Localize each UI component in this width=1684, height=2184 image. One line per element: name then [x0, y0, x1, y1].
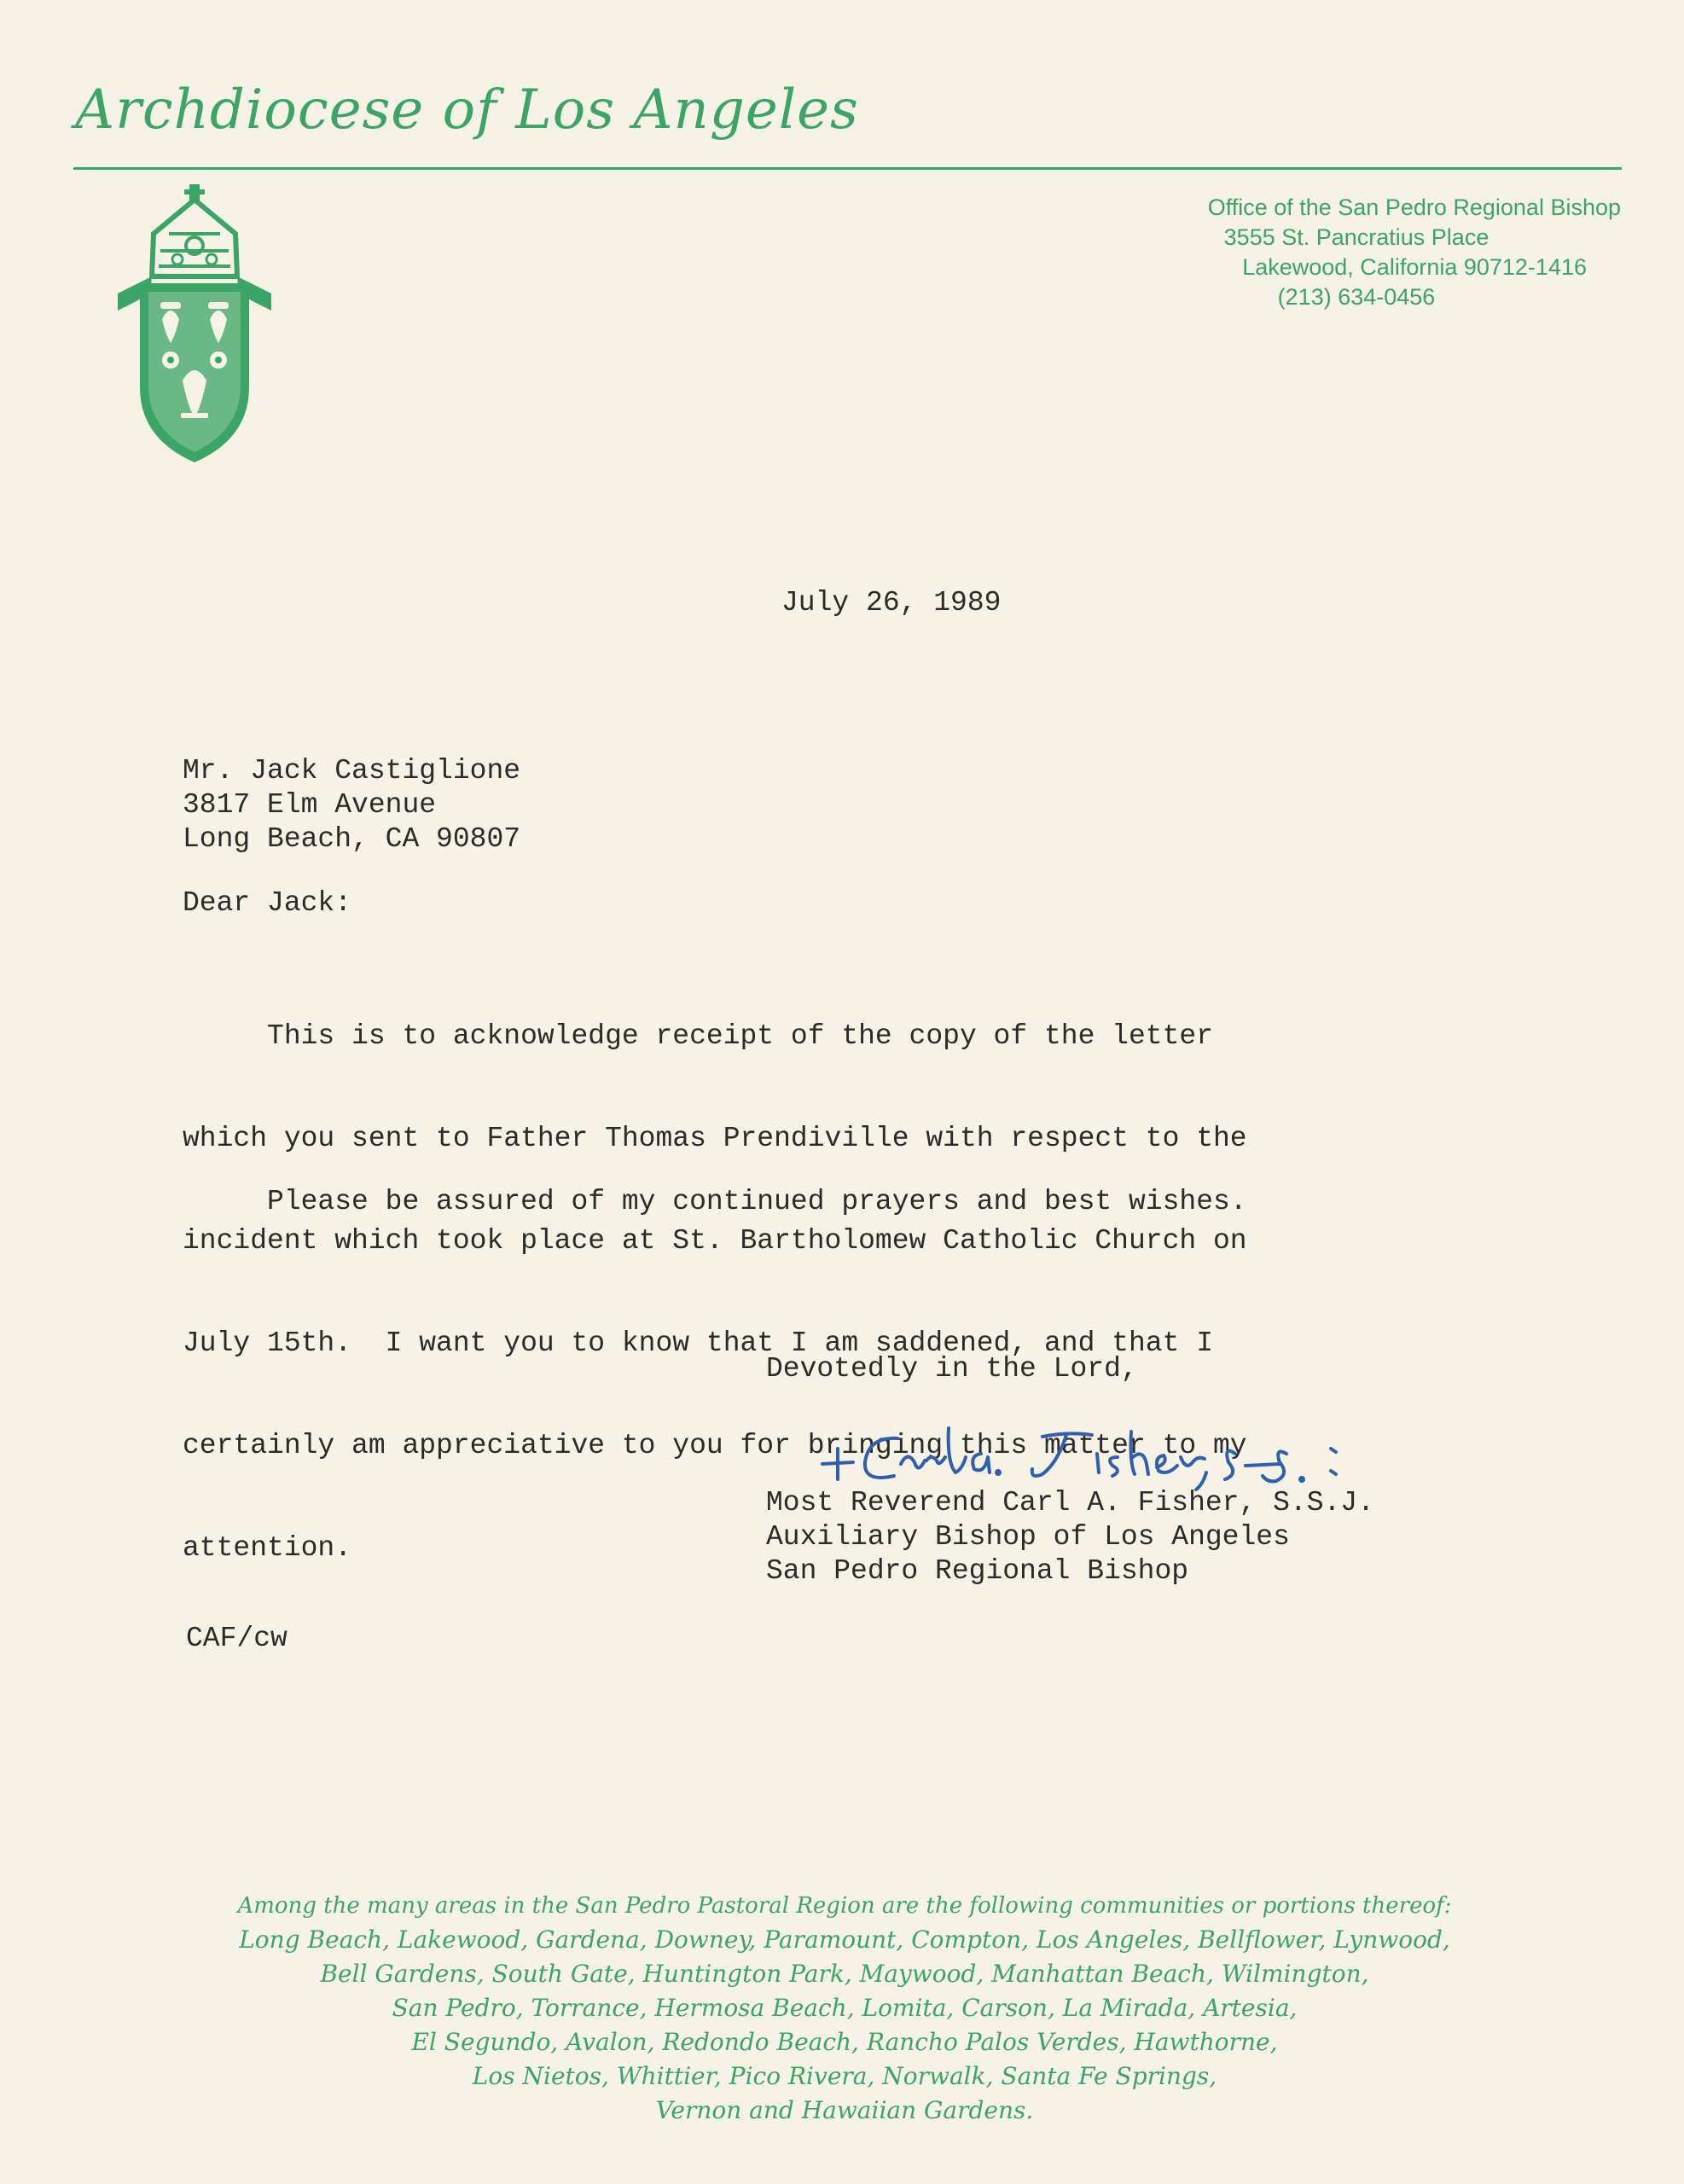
recipient-address [183, 754, 520, 857]
handwritten-signature [819, 1420, 1467, 1496]
signature-icon [819, 1420, 1467, 1496]
footer-line: El Segundo, Avalon, Redondo Beach, Rancho Palos Verdes, Hawthorne, [411, 2028, 1278, 2056]
recipient-city: Long Beach, CA 90807 [183, 823, 521, 855]
footer-line: Vernon and Hawaiian Gardens. [655, 2096, 1034, 2124]
letterhead-rule [73, 167, 1622, 170]
body-line: certainly am appreciative to you for bringing this matter to my [183, 1430, 1247, 1461]
body-paragraph-2: Please be assured of my continued prayers and best wishes. [183, 1186, 1247, 1217]
recipient-street: 3817 Elm Avenue [183, 789, 437, 821]
office-phone: (213) 634-0456 [1277, 284, 1436, 310]
signatory-title: Auxiliary Bishop of Los Angeles [766, 1521, 1290, 1553]
footer-line: San Pedro, Torrance, Hermosa Beach, Lomita, Carson, La Mirada, Artesia, [392, 1994, 1298, 2022]
signatory-name: Most Reverend Carl A. Fisher, S.S.J. [766, 1487, 1374, 1519]
letterhead-title: Archdiocese of Los Angeles [75, 78, 859, 142]
body-line: This is to acknowledge receipt of the copy of the letter [183, 1020, 1213, 1052]
office-city: Lakewood, California 90712-1416 [1242, 254, 1587, 280]
footer-lead: Among the many areas in the San Pedro Pastoral Region are the following communities or portions thereof: [237, 1893, 1452, 1919]
crest [109, 183, 280, 464]
footer-communities [154, 1889, 1536, 2128]
salutation: Dear Jack: [183, 887, 352, 919]
footer-line: Bell Gardens, South Gate, Huntington Park, Maywood, Manhattan Beach, Wilmington, [320, 1960, 1369, 1988]
closing: Devotedly in the Lord, [766, 1353, 1138, 1385]
archdiocese-coat-of-arms-icon [109, 183, 280, 464]
letter-date: July 26, 1989 [781, 587, 1002, 619]
signatory-office: San Pedro Regional Bishop [766, 1555, 1189, 1587]
footer-line: Los Nietos, Whittier, Pico Rivera, Norwalk, Santa Fe Springs, [472, 2062, 1217, 2090]
body-line: incident which took place at St. Bartholomew Catholic Church on [183, 1225, 1247, 1257]
office-street: 3555 St. Pancratius Place [1223, 224, 1489, 250]
footer-line: Long Beach, Lakewood, Gardena, Downey, Paramount, Compton, Los Angeles, Bellflower, Lynwood, [239, 1926, 1450, 1954]
signatory-block [766, 1486, 1374, 1589]
body-line: which you sent to Father Thomas Prendiville with respect to the [183, 1123, 1247, 1154]
office-name: Office of the San Pedro Regional Bishop [1207, 195, 1621, 220]
recipient-name: Mr. Jack Castiglione [183, 755, 521, 787]
typist-initials: CAF/cw [186, 1623, 287, 1654]
body-line: attention. [183, 1532, 352, 1564]
office-address-block [1092, 193, 1621, 312]
body-line: July 15th. I want you to know that I am saddened, and that I [183, 1327, 1213, 1359]
